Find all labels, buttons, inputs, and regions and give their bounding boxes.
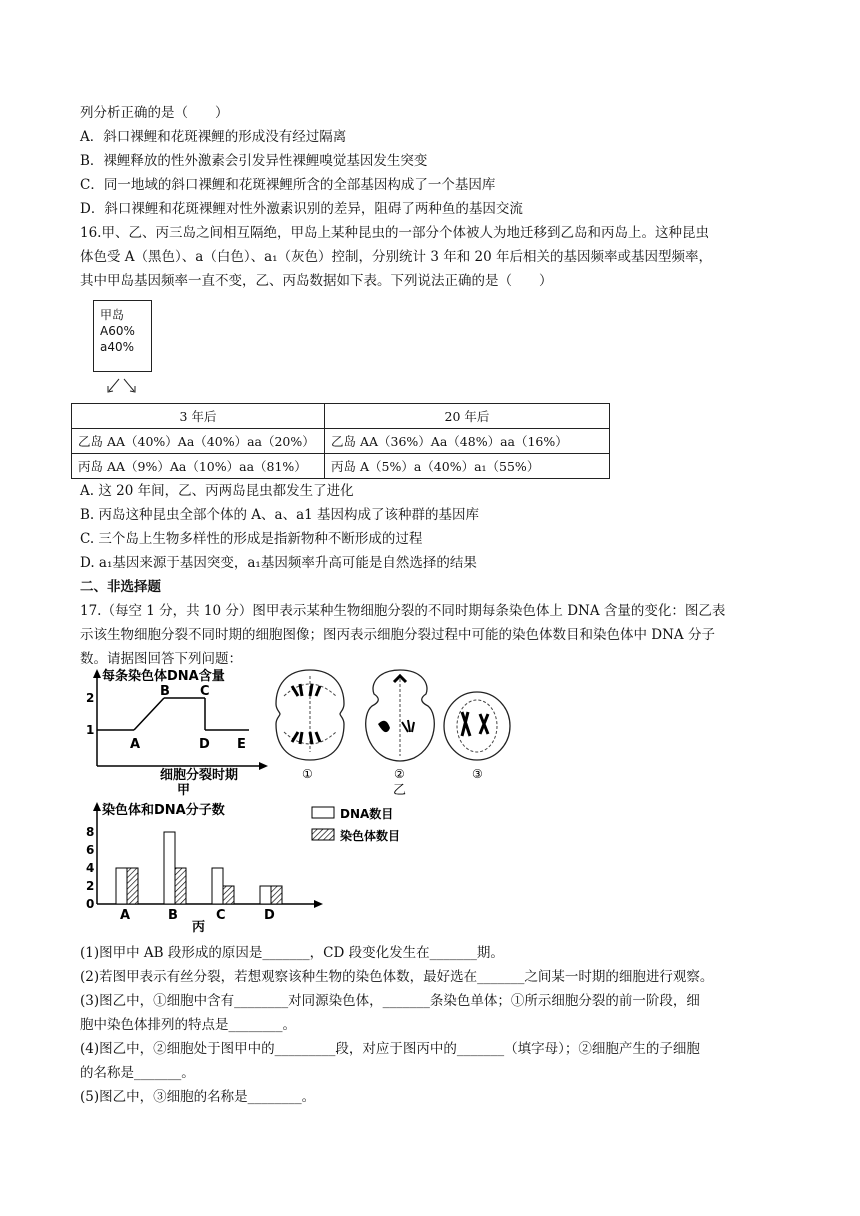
jia-island-title: 甲岛 (100, 308, 125, 322)
q16-option-c: C. 三个岛上生物多样性的形成是指新物种不断形成的过程 (80, 531, 423, 547)
bing-caption: 丙 (192, 920, 206, 934)
figure-bing-chart (82, 798, 442, 934)
q17-question-3: (3)图乙中，①细胞中含有________对同源染色体，_______条染色单体；①所示细胞分裂的前一阶段，细 (80, 993, 700, 1009)
jia-island-box (93, 300, 152, 372)
jia-point-label: D (199, 737, 210, 752)
jia-point-label: A (130, 737, 141, 752)
legend-label: DNA数目 (340, 807, 394, 821)
legend-swatch-chromosome (312, 829, 334, 840)
jia-y-label: 每条染色体DNA含量 (102, 669, 225, 684)
yi-caption: 乙 (393, 783, 407, 798)
jia-point-label: C (200, 684, 210, 699)
bar-dna (164, 832, 175, 904)
q17-stem-line: 示该生物细胞分裂不同时期的细胞图像；图丙表示细胞分裂过程中可能的染色体数目和染色体中 DNA 分子 (80, 627, 715, 643)
q15-line: 列分析正确的是（ ） (80, 105, 229, 121)
q17-question-4-cont: 的名称是_______。 (80, 1065, 195, 1081)
table-cell: 丙岛 AA（9%）Aa（10%）aa（81%） (72, 454, 325, 479)
q16-option-a: A. 这 20 年间，乙、丙两岛昆虫都发生了进化 (80, 483, 354, 499)
migration-arrows-icon (104, 376, 140, 396)
bing-y-tick: 4 (86, 861, 95, 875)
legend-label: 染色体数目 (340, 829, 401, 843)
bar-dna (260, 886, 271, 904)
bing-y-tick: 0 (86, 897, 95, 911)
bing-category-label: D (264, 908, 275, 923)
q17-stem-line: 17.（每空 1 分，共 10 分）图甲表示某种生物细胞分裂的不同时期每条染色体上 DNA 含量的变化：图乙表 (80, 603, 726, 619)
table-header: 3 年后 (72, 404, 325, 429)
table-cell: 丙岛 A（5%）a（40%）a₁（55%） (325, 454, 610, 479)
q16-stem-line: 体色受 A（黑色）、a（白色）、a₁（灰色）控制，分别统计 3 年和 20 年后相关的基因频率或基因型频率， (80, 249, 712, 265)
q17-question-4: (4)图乙中，②细胞处于图甲中的_________段，对应于图丙中的_______（填字母）；②细胞产生的子细胞 (80, 1041, 700, 1057)
q16-option-b: B. 丙岛这种昆虫全部个体的 A、a、a1 基因构成了该种群的基因库 (80, 507, 480, 523)
figure-yi (272, 666, 522, 798)
section-heading: 二、非选择题 (80, 579, 161, 595)
bar-chromosome (271, 886, 282, 904)
bing-y-tick: 2 (86, 879, 95, 893)
q15-option-c: C．同一地域的斜口裸鲤和花斑裸鲤所含的全部基因构成了一个基因库 (80, 177, 496, 193)
q16-option-d: D. a₁基因来源于基因突变，a₁基因频率升高可能是自然选择的结果 (80, 555, 477, 571)
jia-y-tick: 1 (86, 723, 95, 737)
legend-swatch-dna (312, 807, 334, 818)
bing-category-label: C (216, 908, 226, 923)
cell-3-icon (444, 692, 510, 760)
bing-title: 染色体和DNA分子数 (102, 803, 225, 818)
bar-chromosome (127, 868, 138, 904)
jia-x-label: 细胞分裂时期 (160, 768, 239, 783)
bar-chromosome (223, 886, 234, 904)
q16-stem-line: 16.甲、乙、丙三岛之间相互隔绝，甲岛上某种昆虫的一部分个体被人为地迁移到乙岛和丙岛上。这种昆虫 (80, 225, 709, 241)
cell-2-icon (366, 670, 435, 761)
jia-y-tick: 2 (86, 691, 95, 705)
q16-stem-line: 其中甲岛基因频率一直不变，乙、丙岛数据如下表。下列说法正确的是（ ） (80, 273, 553, 289)
yi-label: ③ (472, 767, 483, 781)
table-cell: 乙岛 AA（40%）Aa（40%）aa（20%） (72, 429, 325, 454)
q15-option-a: A．斜口裸鲤和花斑裸鲤的形成没有经过隔离 (80, 129, 347, 145)
q17-question-1: (1)图甲中 AB 段形成的原因是_______，CD 段变化发生在_______期。 (80, 945, 504, 961)
jia-point-label: E (237, 737, 246, 752)
bing-category-label: A (120, 908, 131, 923)
figure-jia (82, 664, 272, 798)
bing-category-label: B (168, 908, 178, 923)
q15-option-d: D．斜口裸鲤和花斑裸鲤对性外激素识别的差异，阻碍了两种鱼的基因交流 (80, 201, 523, 217)
q17-question-3-cont: 胞中染色体排列的特点是________。 (80, 1017, 296, 1033)
bar-chromosome (175, 868, 186, 904)
table-header: 20 年后 (325, 404, 610, 429)
q17-stem-line: 数。请据图回答下列问题： (80, 651, 242, 667)
q15-option-b: B．裸鲤释放的性外激素会引发异性裸鲤嗅觉基因发生突变 (80, 153, 428, 169)
jia-island-a-freq: A60% (100, 324, 135, 338)
gene-frequency-table (71, 403, 610, 479)
jia-caption: 甲 (177, 783, 191, 798)
yi-label: ② (394, 767, 405, 781)
table-cell: 乙岛 AA（36%）Aa（48%）aa（16%） (325, 429, 610, 454)
bing-y-tick: 6 (86, 843, 95, 857)
q17-question-2: (2)若图甲表示有丝分裂，若想观察该种生物的染色体数，最好选在_______之间某一时期的细胞进行观察。 (80, 969, 714, 985)
bar-dna (116, 868, 127, 904)
bing-y-tick: 8 (86, 825, 95, 839)
jia-island-a2-freq: a40% (100, 340, 135, 354)
yi-label: ① (302, 767, 313, 781)
cell-1-icon (276, 670, 344, 760)
bar-dna (212, 868, 223, 904)
jia-point-label: B (160, 684, 170, 699)
q17-question-5: (5)图乙中，③细胞的名称是________。 (80, 1089, 316, 1105)
